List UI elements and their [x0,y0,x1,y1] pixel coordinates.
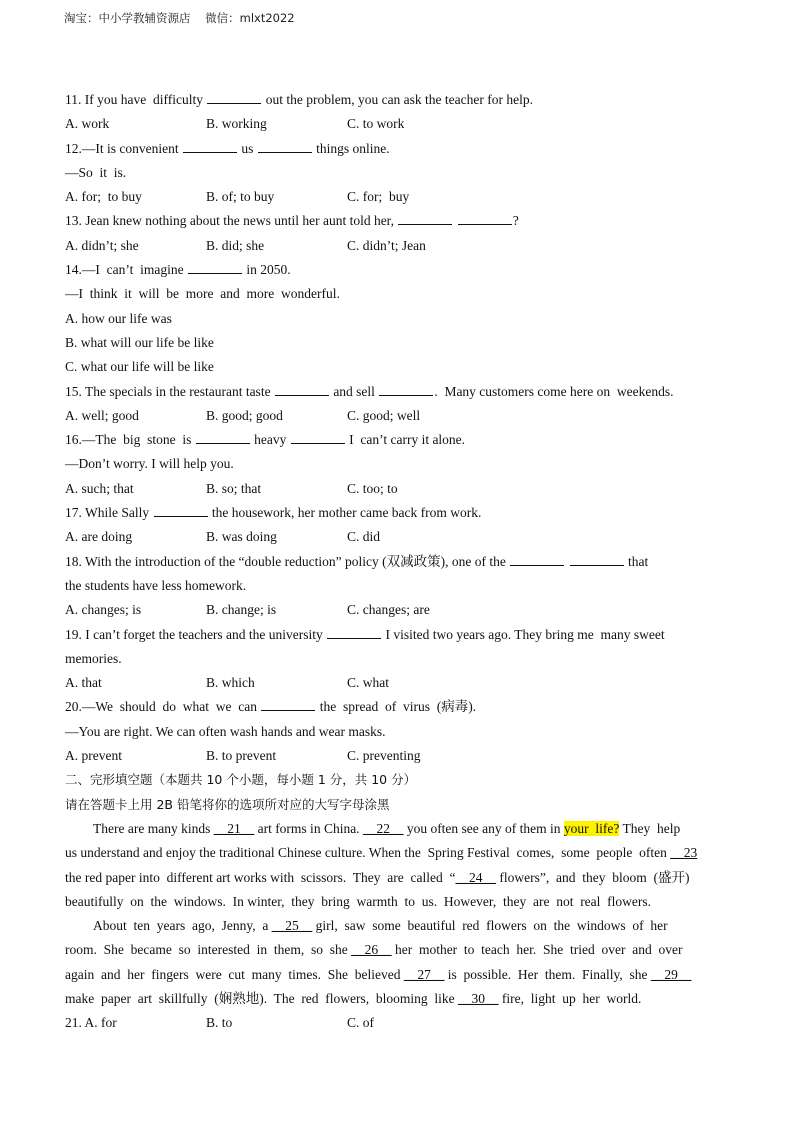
question-text: in 2050. [242,262,291,278]
blank-number: __24__ [455,869,496,885]
option-c: C. good; well [347,407,421,423]
blank-number: __30__ [458,990,499,1006]
option-a: 21. A. for [65,1015,117,1031]
question-text: the spread of virus (病毒). [316,699,477,715]
page-header: 淘宝：中小学教辅资源店 微信：mlxt2022 [64,11,295,25]
question-15 [65,380,735,404]
question-text: ? [512,213,519,229]
option-c: C. of [347,1015,374,1031]
question-text: us [237,140,257,156]
option-b: B. of; to buy [206,189,275,205]
option-c: C. to work [347,116,405,132]
option-c: C. changes; are [347,602,430,618]
question-text: 16.—The big stone is [65,432,195,448]
question-text: heavy [250,432,290,448]
option-c: C. what [347,675,389,691]
exam-content [65,88,735,1036]
blank-number: __29__ [650,966,692,982]
question-text: 13. Jean knew nothing about the news until her aunt told her, [65,213,398,229]
question-text: 18. With the introduction of the “double reduction” policy (双减政策), one of the [65,553,510,569]
question-12 [65,137,735,161]
passage-line: beautifully on the windows. In winter, they bring warmth to us. However, they are not real flowers. [65,893,652,909]
option-b: B. change; is [206,602,277,618]
option-a: A. prevent [65,748,122,764]
option-b: B. what will our life be like [65,334,214,350]
answer-blank [510,550,564,566]
question-11 [65,88,735,112]
question-14 [65,258,735,282]
answer-blank [207,88,261,104]
answer-blank [327,623,381,639]
question-text: . Many customers come here on weekends. [434,383,674,399]
option-a: A. how our life was [65,310,172,326]
option-b: B. which [206,675,255,691]
options-15 [65,404,735,428]
blank-number: __25__ [271,918,313,934]
option-b: B. was doing [206,529,277,545]
options-17 [65,525,735,549]
passage-line: the red paper into different art works with scissors. They are called “__24__ flowers”, and they bloom (盛开) [65,869,690,885]
answer-blank [379,380,433,396]
option-a: A. that [65,675,102,691]
answer-blank [183,137,237,153]
question-text: 12.—It is convenient [65,140,182,156]
option-b: B. so; that [206,480,262,496]
passage-line: us understand and enjoy the traditional Chinese culture. When the Spring Festival comes, some people often __23 [65,845,698,861]
question-text: and sell [329,383,379,399]
option-c: C. preventing [347,748,421,764]
question-text: 14.—I can’t imagine [65,262,187,278]
options-18 [65,598,735,622]
passage-line: make paper art skillfully (娴熟地). The red flowers, blooming like __30__ fire, light up her world. [65,990,642,1006]
blank-number: __21__ [213,820,255,836]
option-c: C. didn’t; Jean [347,237,426,253]
highlighted-text: your life? [563,820,620,836]
question-19 [65,623,735,647]
option-c: C. for; buy [347,189,410,205]
question-13 [65,209,735,233]
question-18-cont: the students have less homework. [65,577,247,593]
question-20-reply: —You are right. We can often wash hands and wear masks. [65,723,386,739]
question-17 [65,501,735,525]
section-title: 二、完形填空题（本题共 10 个小题，每小题 1 分，共 10 分） [65,772,417,788]
question-20 [65,695,735,719]
answer-blank [196,428,250,444]
options-21 [65,1011,735,1035]
answer-blank [458,209,512,225]
option-a: A. didn’t; she [65,237,139,253]
option-a: A. work [65,116,110,132]
question-text: 11. If you have difficulty [65,92,207,107]
passage-line: About ten years ago, Jenny, a __25__ girl, saw some beautiful red flowers on the windows of her [93,918,668,934]
option-c: C. did [347,529,381,545]
question-text: 20.—We should do what we can [65,699,261,715]
answer-blank [188,258,242,274]
options-20 [65,744,735,768]
options-12 [65,185,735,209]
passage-line: again and her fingers were cut many times. She believed __27__ is possible. Her them. Finally, she __29__ [65,966,692,982]
passage-line: room. She became so interested in them, so she __26__ her mother to teach her. She tried over and over [65,942,683,958]
question-text: out the problem, you can ask the teacher for help. [262,92,533,107]
blank-number: __26__ [351,942,392,958]
option-a: A. changes; is [65,602,142,618]
question-text: things online. [312,140,390,156]
option-b: B. working [206,116,267,132]
option-b: B. to [206,1015,233,1031]
blank-number: __23 [670,845,698,861]
options-13 [65,234,735,258]
blank-number: __27__ [403,966,445,982]
question-text: I visited two years ago. They bring me many sweet [382,626,665,642]
question-text: I can’t carry it alone. [345,432,466,448]
answer-blank [154,501,208,517]
option-b: B. good; good [206,407,283,423]
answer-blank [291,428,345,444]
option-c: C. what our life will be like [65,359,214,375]
passage-line: There are many kinds __21__ art forms in China. __22__ you often see any of them in your life? They help [93,820,681,836]
question-text: 15. The specials in the restaurant taste [65,383,274,399]
section-instructions: 请在答题卡上用 2B 铅笔将你的选项所对应的大写字母涂黑 [65,796,390,812]
option-a: A. for; to buy [65,189,142,205]
question-14-reply: —I think it will be more and more wonderful. [65,286,340,302]
question-19-cont: memories. [65,650,122,666]
option-a: A. well; good [65,407,139,423]
option-c: C. too; to [347,480,398,496]
option-b: B. did; she [206,237,265,253]
answer-blank [275,380,329,396]
question-18 [65,550,735,574]
option-b: B. to prevent [206,748,277,764]
question-text: 17. While Sally [65,505,153,521]
option-a: A. are doing [65,529,133,545]
option-a: A. such; that [65,480,134,496]
question-text: 19. I can’t forget the teachers and the university [65,626,327,642]
question-16 [65,428,735,452]
options-11 [65,112,735,136]
question-text: the housework, her mother came back from work. [208,505,482,521]
options-19 [65,671,735,695]
answer-blank [261,695,315,711]
answer-blank [570,550,624,566]
question-16-reply: —Don’t worry. I will help you. [65,456,234,472]
answer-blank [398,209,452,225]
answer-blank [258,137,312,153]
question-text: that [624,553,649,569]
options-16 [65,477,735,501]
blank-number: __22__ [362,820,404,836]
question-12-reply: —So it is. [65,164,127,180]
